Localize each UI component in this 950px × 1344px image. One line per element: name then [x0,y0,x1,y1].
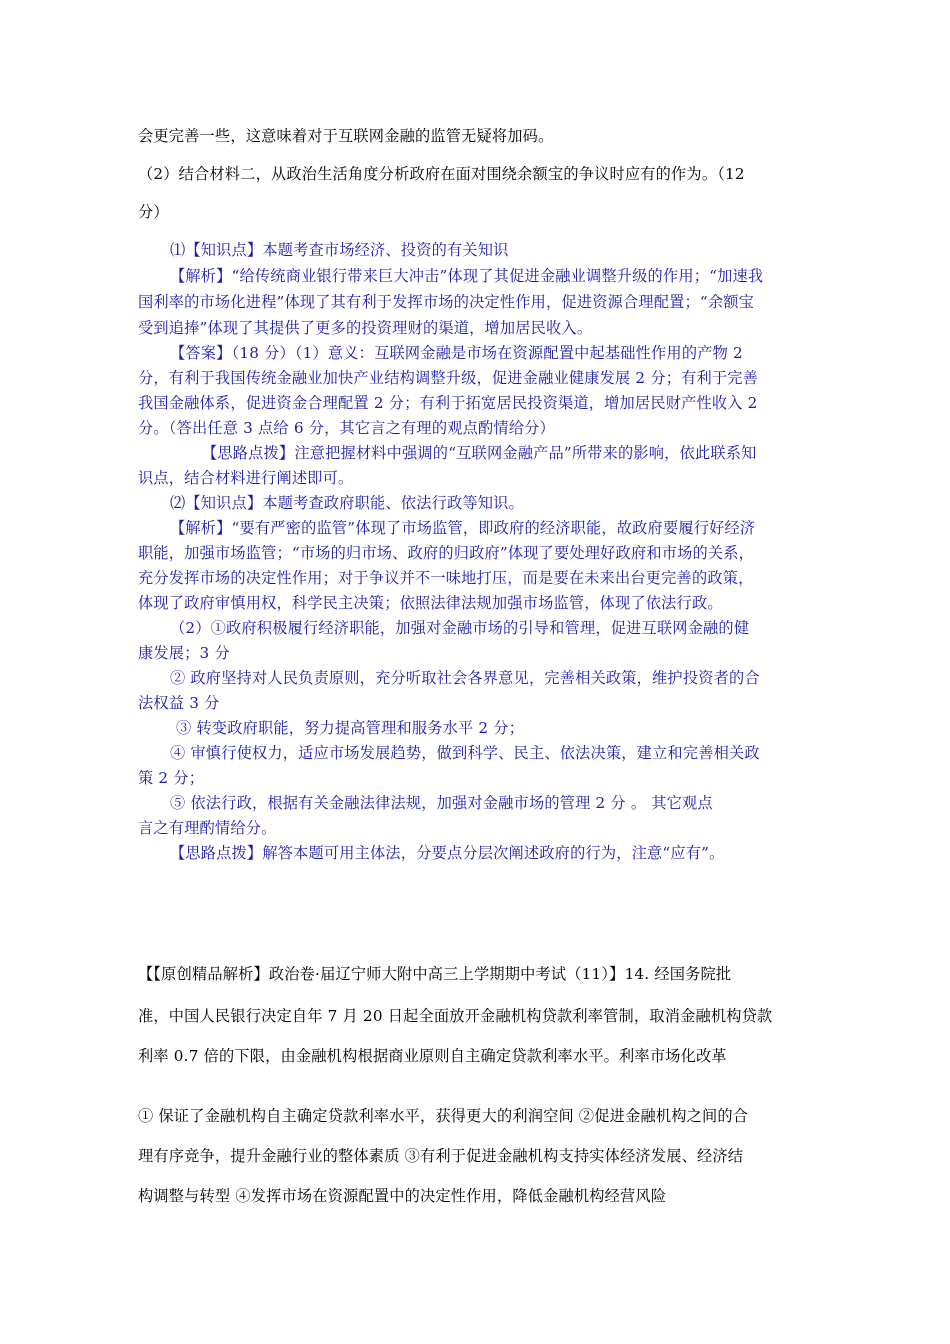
question-line: 利率 0.7 倍的下限，由金融机构根据商业原则自主确定贷款利率水平。利率市场化改革 [138,1047,727,1065]
answer-line: 我国金融体系，促进资金合理配置 2 分；有利于拓宽居民投资渠道，增加居民财产性收入 2 [138,394,758,412]
analysis-line: ⑵【知识点】本题考查政府职能、依法行政等知识。 [170,494,524,512]
analysis-line: 充分发挥市场的决定性作用；对于争议并不一味地打压，而是要在未来出台更完善的政策， [138,569,754,587]
hint-line: 【思路点拨】注意把握材料中强调的“互联网金融产品”所带来的影响，依此联系知 [202,444,757,462]
hint-line: 【思路点拨】解答本题可用主体法，分要点分层次阐述政府的行为，注意“应有”。 [170,844,725,862]
question-line: （2）结合材料二，从政治生活角度分析政府在面对围绕余额宝的争议时应有的作为。（12 [138,165,745,183]
analysis-line: 职能，加强市场监管；“市场的归市场、政府的归政府”体现了要处理好政府和市场的关系， [138,544,755,562]
analysis-line: 国利率的市场化进程”体现了其有利于发挥市场的决定性作用，促进资源合理配置；“余额宝 [138,293,755,311]
answer-line: 分，有利于我国传统金融业加快产业结构调整升级，促进金融业健康发展 2 分；有利于完善 [138,369,759,387]
answer-line: ② 政府坚持对人民负责原则，充分听取社会各界意见，完善相关政策，维护投资者的合 [170,669,760,687]
analysis-line: 【解析】“要有严密的监管”体现了市场监管，即政府的经济职能，故政府要履行好经济 [170,519,756,537]
option-line: 理有序竞争，提升金融行业的整体素质 ③有利于促进金融机构支持实体经济发展、经济结 [138,1147,744,1165]
analysis-line: 受到追捧”体现了其提供了更多的投资理财的渠道，增加居民收入。 [138,319,593,337]
hint-line: 识点，结合材料进行阐述即可。 [138,469,354,487]
answer-line: 康发展；3 分 [138,644,230,662]
analysis-line: 【解析】“给传统商业银行带来巨大冲击”体现了其促进金融业调整升级的作用；“加速我 [170,267,764,285]
answer-line: 分。（答出任意 3 点给 6 分，其它言之有理的观点酌情给分） [138,419,555,437]
answer-line: ③ 转变政府职能，努力提高管理和服务水平 2 分； [176,719,525,737]
answer-line: 法权益 3 分 [138,694,220,712]
analysis-line: 体现了政府审慎用权，科学民主决策；依照法律法规加强市场监管，体现了依法行政。 [138,594,723,612]
question-line: 会更完善一些，这意味着对于互联网金融的监管无疑将加码。 [138,127,554,145]
option-line: ① 保证了金融机构自主确定贷款利率水平，获得更大的利润空间 ②促进金融机构之间的合 [138,1107,749,1125]
analysis-line: ⑴【知识点】本题考查市场经济、投资的有关知识 [170,241,509,259]
answer-line: 言之有理酌情给分。 [138,819,277,837]
question-line: 分） [138,203,169,221]
answer-line: 【答案】（18 分）（1）意义：互联网金融是市场在资源配置中起基础性作用的产物 2 [170,344,743,362]
question-line: 准，中国人民银行决定自年 7 月 20 日起全面放开金融机构贷款利率管制，取消金融机构贷款 [138,1007,773,1025]
answer-line: （2）①政府积极履行经济职能，加强对金融市场的引导和管理，促进互联网金融的健 [170,619,750,637]
option-line: 构调整与转型 ④发挥市场在资源配置中的决定性作用，降低金融机构经营风险 [138,1187,667,1205]
answer-line: ⑤ 依法行政，根据有关金融法律法规，加强对金融市场的管理 2 分 。 其它观点 [170,794,713,812]
answer-line: ④ 审慎行使权力，适应市场发展趋势，做到科学、民主、依法决策，建立和完善相关政 [170,744,760,762]
answer-line: 策 2 分； [138,769,205,787]
question-line: 【【原创精品解析】政治卷·届辽宁师大附中高三上学期期中考试（11）】14. 经国务院批 [138,965,732,983]
